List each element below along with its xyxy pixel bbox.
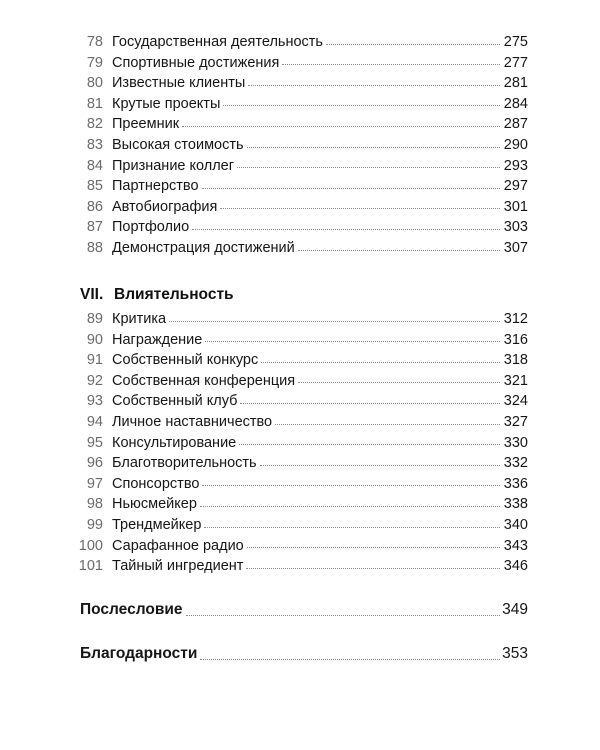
toc-entry-number: 82 (86, 116, 103, 133)
toc-entry[interactable] (0, 494, 600, 515)
toc-entry-page: 343 (500, 536, 528, 557)
toc-entry-leader-line (112, 350, 500, 371)
dot-leader (298, 382, 500, 383)
toc-entry-leader-line (112, 156, 500, 177)
toc-entry-leader-line (112, 371, 500, 392)
toc-entry-page: 316 (500, 330, 528, 351)
toc-entry-page: 293 (500, 156, 528, 177)
toc-entry-page: 307 (500, 238, 528, 259)
dot-leader (202, 188, 500, 189)
toc-entry-leader-line (112, 433, 500, 454)
toc-entry[interactable] (0, 515, 600, 536)
toc-entry-leader-line (112, 94, 500, 115)
toc-entry-number: 100 (78, 537, 103, 554)
toc-entry[interactable] (0, 114, 600, 135)
toc-entry[interactable] (0, 330, 600, 351)
toc-entry[interactable] (0, 156, 600, 177)
toc-entry-leader-line (112, 309, 500, 330)
dot-leader (247, 547, 500, 548)
dot-leader (248, 85, 500, 86)
toc-entry-page: 330 (500, 433, 528, 454)
dot-leader (246, 568, 500, 569)
toc-entry[interactable] (0, 32, 600, 53)
toc-entry-title: Послесловие (80, 601, 183, 618)
toc-entry-title: Сарафанное радио (112, 537, 244, 554)
dot-leader (326, 44, 500, 45)
toc-entry-title: Преемник (112, 116, 180, 133)
toc-entry-page: 353 (502, 645, 528, 662)
toc-entry-page: 346 (500, 556, 528, 577)
toc-entry-number: 81 (86, 95, 103, 112)
toc-entry-page: 290 (500, 135, 528, 156)
toc-entry-title: Крутые проекты (112, 95, 221, 112)
toc-entry-leader-line (112, 515, 500, 536)
toc-entry-number: 94 (86, 413, 103, 430)
toc-entry-leader-line (112, 217, 500, 238)
dot-leader (223, 105, 500, 106)
toc-entry-title: Благодарности (80, 645, 198, 662)
toc-entry-number: 80 (86, 75, 103, 92)
dot-leader (239, 444, 500, 445)
toc-entry[interactable] (0, 453, 600, 474)
toc-entry-leader-line (112, 536, 500, 557)
toc-entry-afterword[interactable] (80, 598, 528, 622)
toc-entry-title: Спортивные достижения (112, 54, 280, 71)
dot-leader (202, 485, 500, 486)
toc-entry-page: 318 (500, 350, 528, 371)
dot-leader (260, 465, 500, 466)
toc-entry-page: 332 (500, 453, 528, 474)
toc-entry[interactable] (0, 73, 600, 94)
toc-entry-number: 88 (86, 239, 103, 256)
toc-entry[interactable] (0, 474, 600, 495)
toc-entry-title: Ньюсмейкер (112, 496, 197, 513)
toc-entry-number: 83 (86, 136, 103, 153)
toc-entry[interactable] (0, 371, 600, 392)
section-title: Влиятельность (114, 286, 234, 303)
toc-entry-leader-line (112, 556, 500, 577)
toc-entry[interactable] (0, 391, 600, 412)
toc-entry-leader-line (112, 494, 500, 515)
toc-entry-leader-line (112, 176, 500, 197)
toc-entry-page: 287 (500, 114, 528, 135)
toc-entry-title: Собственный конкурс (112, 352, 259, 369)
toc-entry[interactable] (0, 135, 600, 156)
toc-entry-title: Критика (112, 311, 167, 327)
toc-entry-title: Высокая стоимость (112, 136, 244, 153)
toc-entry-title: Портфолио (112, 219, 190, 236)
toc-entry-title: Государственная деятельность (112, 34, 323, 50)
toc-entry-page: 284 (500, 94, 528, 115)
toc-entry-number: 96 (86, 455, 103, 472)
toc-entry[interactable] (0, 412, 600, 433)
toc-entry-leader-line (112, 453, 500, 474)
toc-entry-number: 92 (86, 372, 103, 389)
dot-leader (186, 615, 501, 616)
toc-entry-leader-line (112, 412, 500, 433)
toc-entry-number: 101 (78, 558, 103, 575)
toc-entry-title: Автобиография (112, 198, 218, 215)
dot-leader (275, 424, 500, 425)
toc-list-part-6 (0, 32, 600, 259)
toc-entry-leader-line (112, 114, 500, 135)
toc-entry-number: 91 (86, 352, 103, 369)
toc-entry-leader-line (112, 135, 500, 156)
toc-entry-leader-line (112, 73, 500, 94)
toc-entry[interactable] (0, 433, 600, 454)
toc-entry-leader-line (112, 391, 500, 412)
toc-entry[interactable] (0, 176, 600, 197)
toc-entry-title: Признание коллег (112, 157, 235, 174)
toc-entry-acknowledgements[interactable] (80, 642, 528, 666)
toc-entry-page: 336 (500, 474, 528, 495)
toc-entry-leader-line (112, 32, 500, 53)
toc-entry-page: 324 (500, 391, 528, 412)
toc-entry-page: 281 (500, 73, 528, 94)
toc-entry-number: 98 (86, 496, 103, 513)
dot-leader (240, 403, 500, 404)
toc-entry-number: 79 (86, 54, 103, 71)
toc-entry-title: Награждение (112, 331, 203, 348)
toc-entry-number: 85 (86, 178, 103, 195)
toc-entry-leader-line (112, 238, 500, 259)
toc-entry-page: 301 (500, 197, 528, 218)
toc-entry-page: 275 (500, 32, 528, 53)
section-heading (80, 286, 234, 304)
toc-entry-page: 312 (500, 309, 528, 330)
toc-entry-number: 93 (86, 393, 103, 410)
toc-entry[interactable] (0, 556, 600, 577)
toc-entry[interactable] (0, 238, 600, 259)
toc-entry-title: Тайный ингредиент (112, 558, 244, 575)
dot-leader (220, 208, 500, 209)
toc-entry-page: 349 (502, 601, 528, 618)
toc-entry-number: 87 (86, 219, 103, 236)
toc-entry-leader-line (112, 197, 500, 218)
dot-leader (261, 362, 500, 363)
toc-entry-title: Консультирование (112, 434, 237, 451)
toc-entry-title: Личное наставничество (112, 413, 273, 430)
toc-entry-number: 86 (86, 198, 103, 215)
toc-entry-title: Благотворительность (112, 455, 257, 472)
dot-leader (200, 506, 500, 507)
toc-entry[interactable] (0, 94, 600, 115)
dot-leader (169, 321, 500, 322)
toc-entry-number: 84 (86, 157, 103, 174)
dot-leader (298, 250, 500, 251)
toc-entry[interactable] (0, 350, 600, 371)
toc-entry-number: 90 (86, 331, 103, 348)
toc-entry-number: 89 (86, 311, 103, 327)
dot-leader (182, 126, 500, 127)
toc-entry-title: Партнерство (112, 178, 199, 195)
dot-leader (205, 341, 500, 342)
toc-entry-leader-line (112, 53, 500, 74)
toc-entry-page: 340 (500, 515, 528, 536)
toc-entry-title: Собственная конференция (112, 372, 296, 389)
toc-entry-leader-line (112, 330, 500, 351)
dot-leader (204, 527, 500, 528)
toc-entry[interactable] (0, 53, 600, 74)
toc-entry-page: 277 (500, 53, 528, 74)
toc-entry-page: 338 (500, 494, 528, 515)
dot-leader (282, 64, 500, 65)
dot-leader (200, 659, 500, 660)
toc-entry-leader-line (112, 474, 500, 495)
toc-entry-title: Спонсорство (112, 475, 200, 492)
toc-entry[interactable] (0, 536, 600, 557)
toc-entry-number: 78 (86, 34, 103, 50)
toc-entry[interactable] (0, 309, 600, 330)
toc-entry-page: 303 (500, 217, 528, 238)
toc-entry-page: 327 (500, 412, 528, 433)
toc-entry-number: 95 (86, 434, 103, 451)
toc-list-part-7 (0, 309, 600, 577)
dot-leader (192, 229, 500, 230)
toc-entry-page: 321 (500, 371, 528, 392)
section-roman-numeral: VII. (80, 286, 104, 303)
toc-entry-number: 99 (86, 516, 103, 533)
toc-entry[interactable] (0, 217, 600, 238)
toc-entry-title: Собственный клуб (112, 393, 238, 410)
toc-entry-title: Известные клиенты (112, 75, 246, 92)
toc-entry-number: 97 (86, 475, 103, 492)
dot-leader (237, 167, 500, 168)
toc-entry-title: Демонстрация достижений (112, 239, 295, 256)
toc-entry-page: 297 (500, 176, 528, 197)
toc-entry-title: Трендмейкер (112, 516, 202, 533)
dot-leader (247, 147, 500, 148)
toc-entry[interactable] (0, 197, 600, 218)
